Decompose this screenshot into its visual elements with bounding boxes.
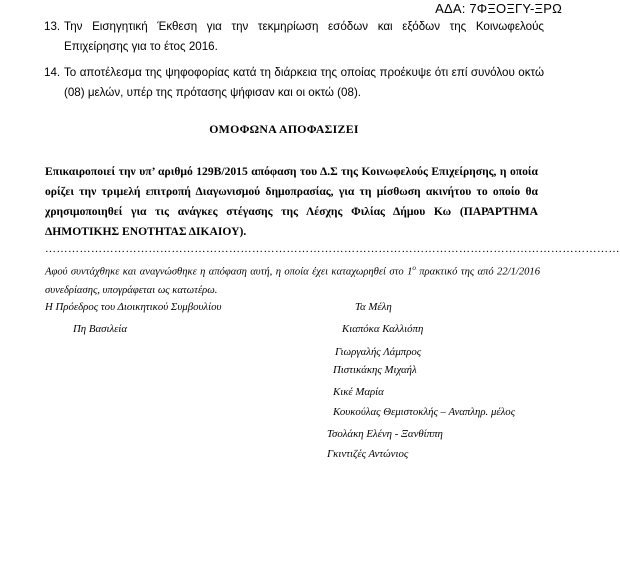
closing-text-part1: Αφού συντάχθηκε και αναγνώσθηκε η απόφαση αυτή, η οποία έχει καταχωρηθεί στο 1 (45, 266, 413, 278)
closing-superscript: ο (412, 264, 416, 272)
member-name: Κουκούλας Θεμιστοκλής – Αναπληρ. μέλος (333, 406, 516, 418)
item-text: Την Εισηγητική Έκθεση για την τεκμηρίωση εσόδων και εξόδων της Κοινωφελούς Επιχείρησης για το έτος 2016. (64, 20, 544, 53)
members-title: Τα Μέλη (355, 301, 392, 313)
list-item-13 (44, 17, 544, 57)
member-name: Κικέ Μαρία (333, 386, 384, 398)
closing-text-part2: πρακτικό της από 22/1/2016 συνεδρίασης, υπογράφεται ως κατωτέρω. (45, 266, 541, 296)
list-item-14 (44, 63, 544, 103)
president-name: Πη Βασιλεία (73, 323, 128, 335)
member-name: Τσολάκη Ελένη - Ξανθίππη (327, 428, 443, 440)
decision-heading: ΟΜΟΦΩΝΑ ΑΠΟΦΑΣΙΖΕΙ (209, 122, 359, 136)
member-name: Πιστικάκης Μιχαήλ (333, 364, 417, 376)
item-text: Το αποτέλεσμα της ψηφοφορίας κατά τη διάρκεια της οποίας προέκυψε ότι επί συνόλου οκτώ (08) μελών, υπέρ της πρότασης ψήφισαν και οι οκτώ (08). (64, 66, 544, 99)
ada-code: ΑΔΑ: 7ΦΞΟΞΓΥ-ΞΡΩ (435, 1, 562, 16)
member-name: Κιαπόκα Καλλιόπη (342, 323, 424, 335)
dotted-separator: …………………………………………………………………………………………………………………………………… (45, 243, 620, 255)
closing-statement (45, 259, 540, 300)
item-number: 13. (44, 20, 61, 33)
president-title: Η Πρόεδρος του Διοικητικού Συμβουλίου (45, 301, 222, 313)
decision-text: Επικαιροποιεί την υπ’ αριθμό 129Β/2015 απόφαση του Δ.Σ της Κοινωφελούς Επιχείρησης, η οποία ορίζει την τριμελή επιτροπή Διαγωνισμού δημοπρασίας, για τη μίσθωση ακινήτου το οποίο θα χρησιμοποιηθεί για τις ανάγκες στέγασης της Λέσχης Φιλίας Δήμου Κω (ΠΑΡΑΡΤΗΜΑ ΔΗΜΟΤΙΚΗΣ ΕΝΟΤΗΤΑΣ ΔΙΚΑΙΟΥ). (45, 165, 538, 238)
item-number: 14. (44, 66, 61, 79)
member-name: Γιωργαλής Λάμπρος (335, 346, 422, 358)
member-name: Γκιντιζές Αντώνιος (327, 448, 409, 460)
